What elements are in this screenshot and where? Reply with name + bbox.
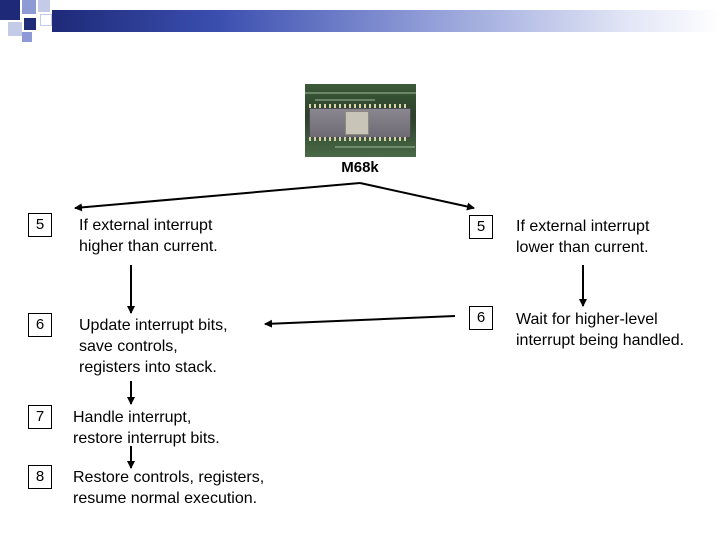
step-number-right-5: 5	[469, 215, 493, 239]
step-text-right-6: Wait for higher-level interrupt being handled.	[516, 311, 685, 349]
step-number-left-7: 7	[28, 405, 52, 429]
step-number-left-8: 8	[28, 465, 52, 489]
step-text-right-5: If external interrupt lower than current.	[516, 218, 650, 256]
step-number-left-5: 5	[28, 213, 52, 237]
step-number-right-6: 6	[469, 306, 493, 330]
step-text-left-8: Restore controls, registers, resume normal execution.	[73, 469, 265, 507]
step-text-left-7: Handle interrupt, restore interrupt bits.	[73, 409, 220, 447]
diagram-title: M68k	[341, 159, 379, 176]
step-text-left-5: If external interrupt higher than current.	[79, 217, 218, 255]
arrow-to-right-branch	[360, 183, 474, 208]
step-number-left-6: 6	[28, 313, 52, 337]
step-text-left-6: Update interrupt bits, save controls, registers into stack.	[79, 317, 228, 376]
arrow-right-6-to-left-6	[265, 316, 455, 324]
arrow-to-left-branch	[75, 183, 360, 208]
